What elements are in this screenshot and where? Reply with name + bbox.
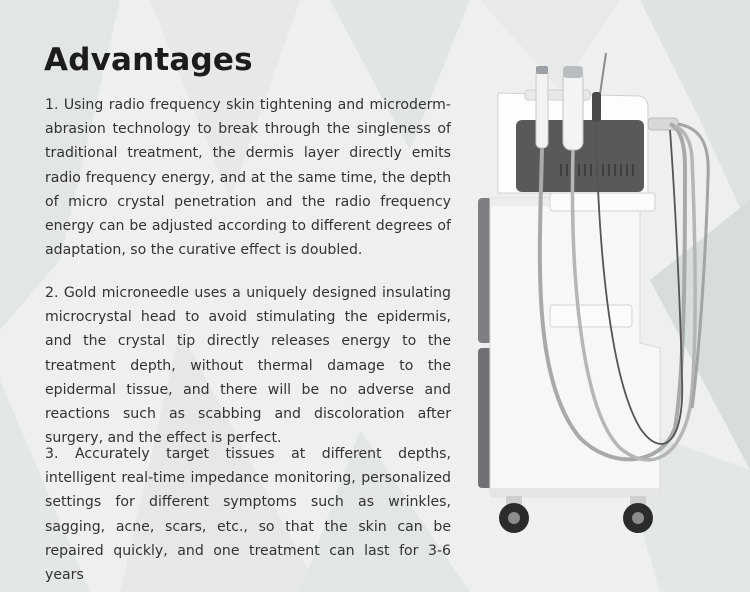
page-title: Advantages — [44, 42, 253, 78]
advantage-paragraph-1: 1. Using radio frequency skin tightening and microdermabrasion technology to break through the singleness of traditional treatment, the dermis layer directly emits radio frequency energy, and at the same time, the depth of micro crystal penetration and the radio frequency energy can be adjusted according to different degrees of adaptation, so the curative effect is doubled. — [45, 97, 451, 259]
advantage-paragraph-2: 2. Gold microneedle uses a uniquely designed insulating microcrystal head to avoid stimulating the epidermis, and the crystal tip directly releases energy to the treatment depth, without thermal damage to the epidermal tissue, and there will be no adverse and reactions such as scabbing and discoloration after surgery, and the effect is perfect. — [45, 285, 451, 447]
advantage-paragraph-3: 3. Accurately target tissues at different depths, intelligent real-time impedance monitoring, personalized settings for different symptoms such as wrinkles, sagging, acne, scars, etc., so that the skin can be repaired quickly, and one treatment can last for 3-6 years — [45, 446, 451, 584]
rf-microneedle-machine-image — [470, 48, 720, 548]
